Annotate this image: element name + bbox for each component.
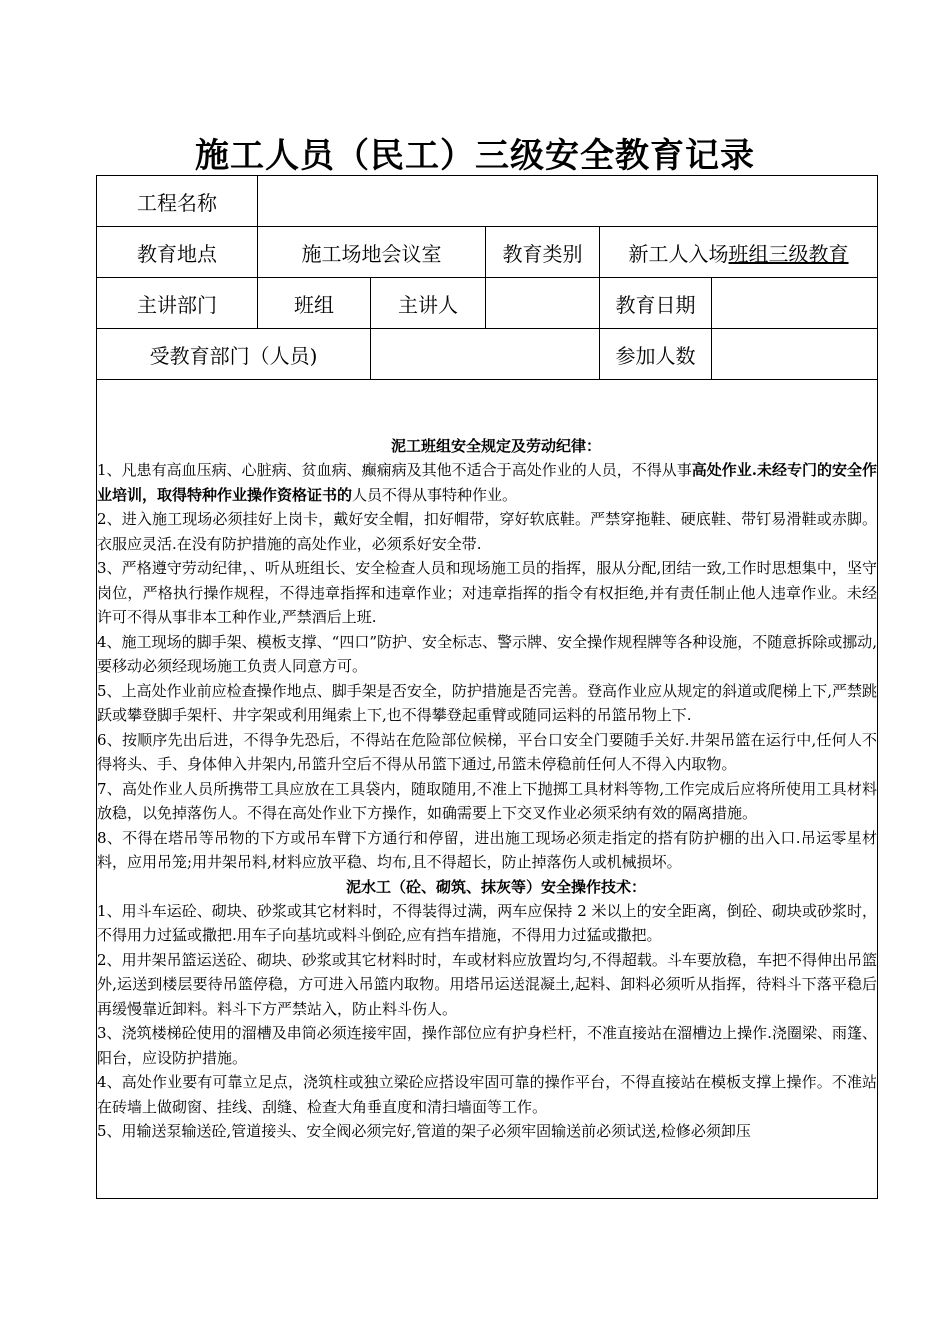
section1-item-6: 6、按顺序先出后进，不得争先恐后，不得站在危险部位候梯，平台口安全门要随手关好.井架吊篮在运行中,任何人不得将头、手、身体伸入井架内,吊篮升空后不得从吊篮下通过,吊篮未停稳前任何人不得入内取物。: [97, 730, 878, 774]
row-project: [97, 176, 878, 227]
section1-item-7: 7、高处作业人员所携带工具应放在工具袋内，随取随用,不准上下抛掷工具材料等物,工作完成后应将所使用工具材料放稳，以免掉落伤人。不得在高处作业下方操作，如确需要上下交叉作业必须采纳有效的隔离措施。: [97, 779, 878, 823]
section2-item-2: 2、用井架吊篮运送砼、砌块、砂浆或其它材料时时，车或材料应放置均匀,不得超载。斗车要放稳，车把不得伸出吊篮外,运送到楼层要待吊篮停稳，方可进入吊篮内取物。用塔吊运送混凝土,起料、卸料必须听从指挥，待料斗下落平稳后再缓慢靠近卸料。料斗下方严禁站入，防止料斗伤人。: [97, 950, 878, 1018]
section2-item-3: 3、浇筑楼梯砼使用的溜槽及串筒必须连接牢固，操作部位应有护身栏杆，不准直接站在溜槽边上操作.浇圈梁、雨篷、阳台，应设防护措施。: [97, 1024, 878, 1067]
section1-item-8: 8、不得在塔吊等吊物的下方或吊车臂下方通行和停留，进出施工现场必须走指定的搭有防护棚的出入口.吊运零星材料，应用吊笼;用井架吊料,材料应放平稳、均布,且不得超长，防止掉落伤人或机械损坏。: [97, 828, 878, 872]
section2-item-1: 1、用斗车运砼、砌块、砂浆或其它材料时，不得装得过满，两车应保持 2 米以上的安全距离，倒砼、砌块或砂浆时，不得用力过猛或撒把.用车子向基坑或料斗倒砼,应有挡车措施，不得用力过猛或撒把。: [97, 901, 878, 945]
project-name-label: 工程名称: [97, 176, 258, 227]
dept-field[interactable]: 班组: [258, 278, 371, 329]
location-field[interactable]: 施工场地会议室: [258, 227, 486, 278]
education-record-table: [96, 175, 878, 1199]
category-underlined: 班组三级教育: [728, 241, 849, 266]
row-location: [97, 227, 878, 278]
trainee-label: 受教育部门（人员): [97, 329, 371, 380]
project-name-field[interactable]: [258, 176, 878, 227]
dept-label: 主讲部门: [97, 278, 258, 329]
section2-item-5: 5、用输送泵输送砼,管道接头、安全阀必须完好,管道的架子必须牢固输送前必须试送,检修必须卸压: [97, 1122, 751, 1141]
section2-item-4: 4、高处作业要有可靠立足点，浇筑柱或独立梁砼应搭设牢固可靠的操作平台，不得直接站在模板支撑上操作。不准站在砖墙上做砌窗、挂线、刮缝、检查大角垂直度和清扫墙面等工作。: [97, 1073, 878, 1116]
date-label: 教育日期: [600, 278, 712, 329]
location-label: 教育地点: [97, 227, 258, 278]
section1-item-1: 1、凡患有高血压病、心脏病、贫血病、癫痫病及其他不适合于高处作业的人员，不得从事高处作业.未经专门的安全作业培训，取得特种作业操作资格证书的人员不得从事特种作业。: [97, 461, 878, 504]
count-label: 参加人数: [600, 329, 712, 380]
category-label: 教育类别: [486, 227, 600, 278]
section1-item-4: 4、施工现场的脚手架、模板支撑、“四口”防护、安全标志、警示牌、安全操作规程牌等各种设施，不随意拆除或挪动,要移动必须经现场施工负责人同意方可。: [97, 632, 878, 676]
trainee-field[interactable]: [371, 329, 600, 380]
count-field[interactable]: [712, 329, 878, 380]
speaker-field[interactable]: [486, 278, 600, 329]
row-content: [97, 380, 878, 1199]
section1-item-3: 3、严格遵守劳动纪律，、听从班组长、安全检查人员和现场施工员的指挥，服从分配,团结一致,工作时思想集中，坚守岗位，严格执行操作规程，不得违章指挥和违章作业；对违章指挥的指令有权拒绝,并有责任制止他人违章作业。未经许可不得从事非本工种作业,严禁酒后上班.: [97, 559, 878, 627]
date-field[interactable]: [712, 278, 878, 329]
row-trainee: [97, 329, 878, 380]
category-prefix: 新工人入场: [628, 241, 729, 266]
page-title: 施工人员（民工）三级安全教育记录: [195, 136, 755, 176]
category-field[interactable]: [600, 227, 878, 278]
speaker-label: 主讲人: [371, 278, 486, 329]
section2-heading: 泥水工（砼、砌筑、抹灰等）安全操作技术：: [346, 877, 647, 896]
content-cell: [97, 380, 878, 1199]
section1-item-5: 5、上高处作业前应检查操作地点、脚手架是否安全，防护措施是否完善。登高作业应从规定的斜道或爬梯上下,严禁跳跃或攀登脚手架杆、井字架或利用绳索上下,也不得攀登起重臂或随同运料的吊篮吊物上下.: [97, 681, 878, 725]
section1-item-2: 2、进入施工现场必须挂好上岗卡，戴好安全帽，扣好帽带，穿好软底鞋。严禁穿拖鞋、硬底鞋、带钉易滑鞋或赤脚。衣服应灵活.在没有防护措施的高处作业，必须系好安全带.: [97, 510, 878, 553]
row-dept: [97, 278, 878, 329]
section1-heading: 泥工班组安全规定及劳动纪律：: [391, 437, 602, 456]
